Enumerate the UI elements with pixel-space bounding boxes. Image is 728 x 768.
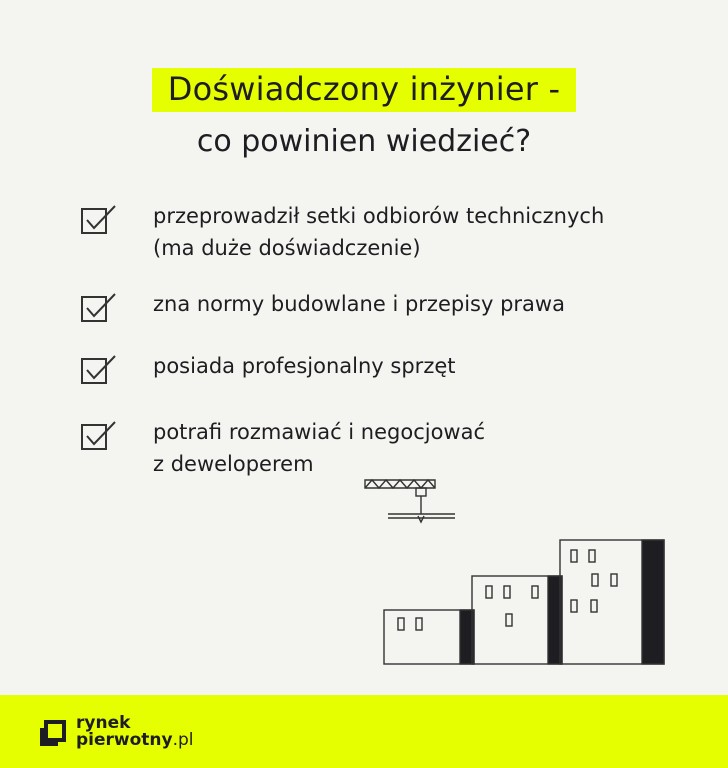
logo-wordmark — [76, 715, 194, 749]
logo-text-suffix: .pl — [172, 730, 194, 750]
checkbox-checked-icon — [80, 354, 118, 386]
page-subtitle: co powinien wiedzieć? — [196, 124, 532, 159]
list-item-text: (ma duże doświadczenie) — [153, 236, 421, 260]
footer-bar — [0, 695, 728, 768]
buildings-illustration — [360, 470, 680, 670]
building — [472, 576, 562, 664]
list-item-text: potrafi rozmawiać i negocjować — [153, 420, 486, 444]
logo-text-line2: pierwotny — [76, 730, 173, 750]
building — [384, 610, 474, 664]
list-item-text: posiada profesjonalny sprzęt — [153, 354, 456, 378]
list-item-text: zna normy budowlane i przepisy prawa — [153, 292, 565, 316]
list-item — [80, 288, 700, 350]
page-title: Doświadczony inżynier - — [152, 68, 576, 112]
list-item — [80, 200, 700, 288]
logo-mark-icon — [40, 718, 68, 746]
list-item — [80, 350, 700, 416]
building — [560, 540, 664, 664]
checkbox-checked-icon — [80, 292, 118, 324]
list-item-text: przeprowadził setki odbiorów technicznych — [153, 204, 605, 228]
list-item-text: z deweloperem — [153, 452, 314, 476]
brand-logo[interactable] — [40, 715, 194, 749]
crane-icon — [365, 480, 455, 522]
logo-text-line1: rynek — [76, 713, 131, 733]
checkbox-checked-icon — [80, 204, 118, 236]
checklist — [80, 200, 700, 496]
checkbox-checked-icon — [80, 420, 118, 452]
header — [0, 68, 728, 160]
